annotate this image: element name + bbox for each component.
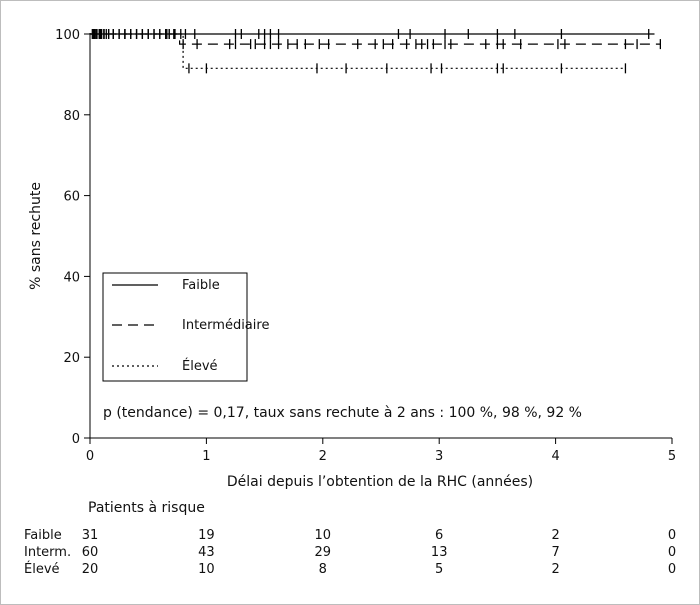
x-tick-label: 1 — [202, 449, 211, 464]
y-tick-label: 40 — [63, 270, 80, 286]
risk-count: 6 — [435, 528, 444, 543]
x-tick-label: 4 — [551, 449, 560, 464]
risk-row-label: Faible — [24, 528, 62, 543]
y-tick-label: 20 — [63, 351, 80, 367]
risk-count: 10 — [314, 528, 332, 543]
y-tick-label: 80 — [63, 108, 80, 124]
risk-count: 19 — [198, 528, 215, 543]
x-axis-label: Délai depuis l’obtention de la RHC (années) — [226, 474, 534, 490]
risk-count: 8 — [318, 562, 327, 577]
risk-count: 20 — [81, 562, 99, 577]
legend-label-faible: Faible — [182, 278, 220, 293]
y-axis-label: % sans rechute — [28, 182, 44, 290]
y-tick-label: 0 — [71, 432, 80, 447]
x-tick-label: 2 — [318, 449, 327, 464]
risk-count: 2 — [551, 562, 560, 577]
y-tick-label: 100 — [55, 28, 80, 43]
risk-count: 0 — [667, 528, 677, 543]
risk-count: 7 — [551, 545, 560, 560]
legend-label-intermediaire: Intermédiaire — [182, 318, 270, 333]
x-tick-label: 0 — [85, 449, 95, 464]
risk-row-label: Interm. — [24, 545, 72, 560]
risk-count: 0 — [667, 545, 677, 560]
risk-count: 5 — [435, 562, 444, 577]
risk-count: 0 — [667, 562, 677, 577]
p-value-annotation: p (tendance) = 0,17, taux sans rechute à 2 ans : 100 %, 98 %, 92 % — [103, 405, 582, 421]
legend — [103, 273, 269, 381]
x-tick-label: 3 — [435, 449, 444, 464]
x-ticks — [86, 438, 676, 464]
risk-count: 13 — [430, 545, 448, 560]
risk-count: 31 — [81, 528, 99, 543]
risk-row-label: Élevé — [24, 562, 60, 577]
legend-label-eleve: Élevé — [182, 359, 218, 374]
y-tick-label: 60 — [63, 189, 80, 205]
y-ticks — [55, 28, 90, 447]
risk-count: 60 — [81, 545, 99, 560]
survival-curves — [90, 29, 660, 73]
risk-count: 43 — [198, 545, 215, 560]
series-eleve — [90, 29, 625, 73]
axes — [55, 28, 676, 464]
risk-table-rows — [24, 528, 676, 577]
risk-table — [24, 500, 676, 577]
x-tick-label: 5 — [667, 449, 677, 464]
risk-count: 2 — [551, 528, 560, 543]
risk-count: 10 — [198, 562, 215, 577]
risk-count: 29 — [314, 545, 332, 560]
risk-table-title: Patients à risque — [88, 500, 205, 516]
